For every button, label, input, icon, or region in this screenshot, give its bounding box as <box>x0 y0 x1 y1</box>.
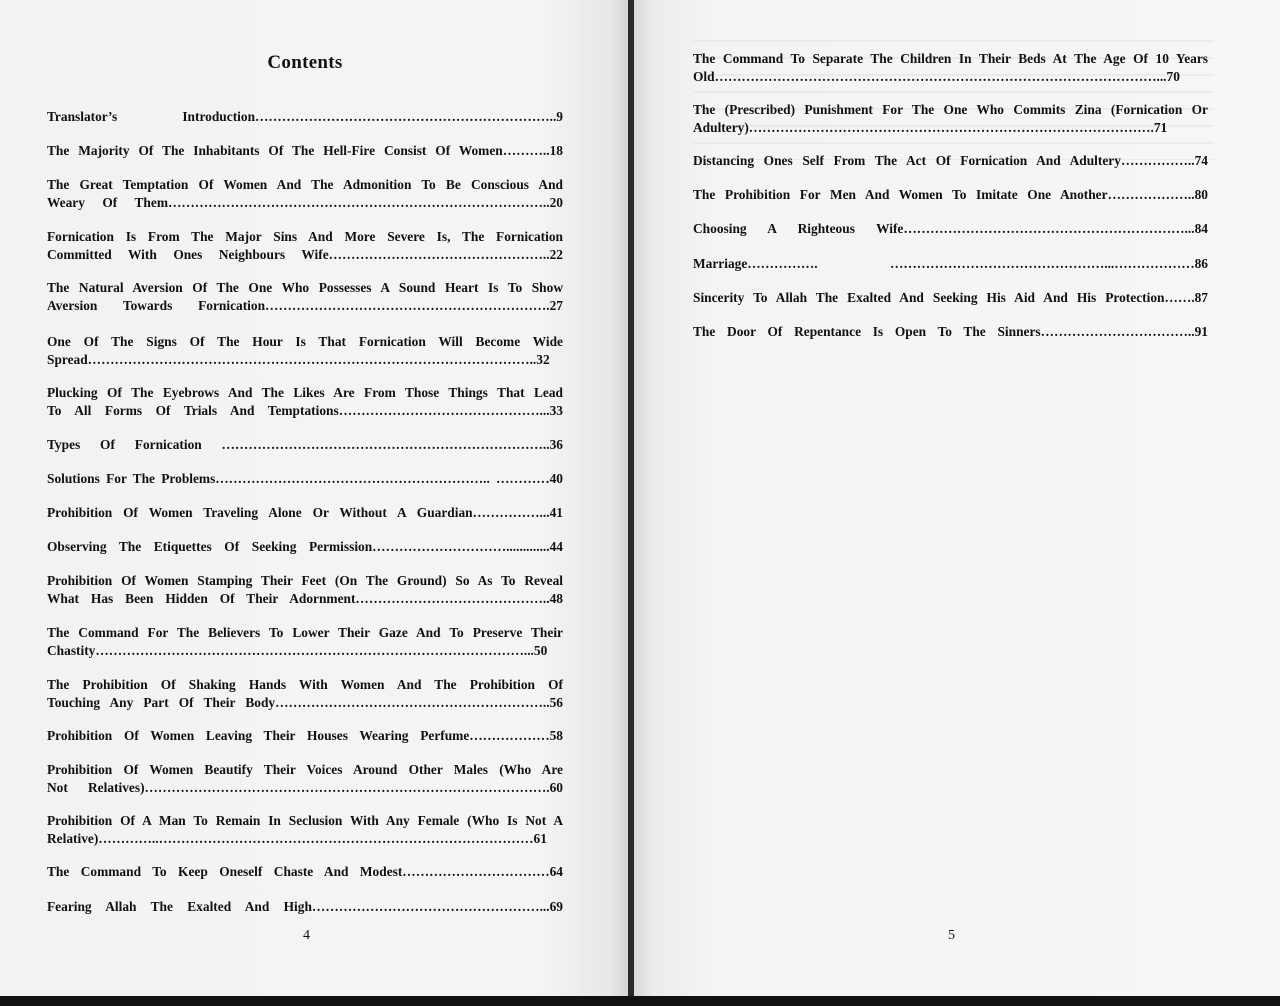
toc-entry: Prohibition Of Women Traveling Alone Or Without A Guardian……………...41 <box>47 505 563 520</box>
scan-bottom-edge <box>0 996 1280 1006</box>
toc-entry: Marriage……………. …………………………………………...………………86 <box>693 256 1208 271</box>
toc-entry: The Command To Separate The Children In Their Beds At The Age Of 10 Years Old………………………………………………………………………………………...70 <box>693 51 1208 84</box>
right-page <box>634 0 1280 996</box>
toc-entry: Translator’s Introduction…………………………………………………………..9 <box>47 109 563 124</box>
toc-entry: Fearing Allah The Exalted And High……………………………………………...69 <box>47 899 563 914</box>
toc-entry: Plucking Of The Eyebrows And The Likes Are From Those Things That Lead To All Forms Of Trials And Temptations………………………………………...33 <box>47 385 563 418</box>
toc-entry: The Majority Of The Inhabitants Of The Hell-Fire Consist Of Women………..18 <box>47 143 563 158</box>
toc-entry: The Natural Aversion Of The One Who Possesses A Sound Heart Is To Show Aversion Towards Fornication……………………………………………………….27 <box>47 280 563 313</box>
toc-entry: The Command For The Believers To Lower Their Gaze And To Preserve Their Chastity……………………………………………………………………………………...50 <box>47 625 563 658</box>
toc-entry: Types Of Fornication ………………………………………………………………..36 <box>47 437 563 452</box>
toc-entry: The Command To Keep Oneself Chaste And Modest……………………………64 <box>47 864 563 879</box>
left-page <box>0 0 628 996</box>
toc-entry: Solutions For The Problems…………………………………………………….. …………40 <box>47 471 563 486</box>
page-number: 5 <box>948 928 955 943</box>
toc-entry: Prohibition Of Women Beautify Their Voices Around Other Males (Who Are Not Relatives)……………………………………………………………………………….60 <box>47 762 563 795</box>
toc-entry: Prohibition Of Women Leaving Their Houses Wearing Perfume………………58 <box>47 728 563 743</box>
toc-entry: The Great Temptation Of Women And The Admonition To Be Conscious And Weary Of Them…………………………………………………………………………..20 <box>47 177 563 210</box>
toc-entry: Observing The Etiquettes Of Seeking Permission………………………….............44 <box>47 539 563 554</box>
toc-entry: Choosing A Righteous Wife………………………………………………………...84 <box>693 221 1208 236</box>
toc-entry: The Prohibition Of Shaking Hands With Women And The Prohibition Of Touching Any Part Of Their Body……………………………………………………..56 <box>47 677 563 710</box>
toc-entry: One Of The Signs Of The Hour Is That Fornication Will Become Wide Spread………………………………………………………………………………………..32 <box>47 334 563 367</box>
toc-entry: Prohibition Of A Man To Remain In Seclusion With Any Female (Who Is Not A Relative)…………..…………………………………………………………………………61 <box>47 813 563 846</box>
toc-entry: Fornication Is From The Major Sins And More Severe Is, The Fornication Committed With Ones Neighbours Wife…………………………………………..22 <box>47 229 563 262</box>
toc-entry: Prohibition Of Women Stamping Their Feet (On The Ground) So As To Reveal What Has Been Hidden Of Their Adornment……………………………………..48 <box>47 573 563 606</box>
page-number: 4 <box>303 928 310 943</box>
toc-entry: Distancing Ones Self From The Act Of Fornication And Adultery……………..74 <box>693 153 1208 168</box>
toc-entry: The Prohibition For Men And Women To Imitate One Another………………..80 <box>693 187 1208 202</box>
contents-heading: Contents <box>267 52 343 73</box>
toc-entry: The Door Of Repentance Is Open To The Sinners……………………………..91 <box>693 324 1208 339</box>
toc-entry: Sincerity To Allah The Exalted And Seeking His Aid And His Protection…….87 <box>693 290 1208 305</box>
toc-entry: The (Prescribed) Punishment For The One Who Commits Zina (Fornication Or Adultery)……………………………………………………………………………….71 <box>693 102 1208 135</box>
